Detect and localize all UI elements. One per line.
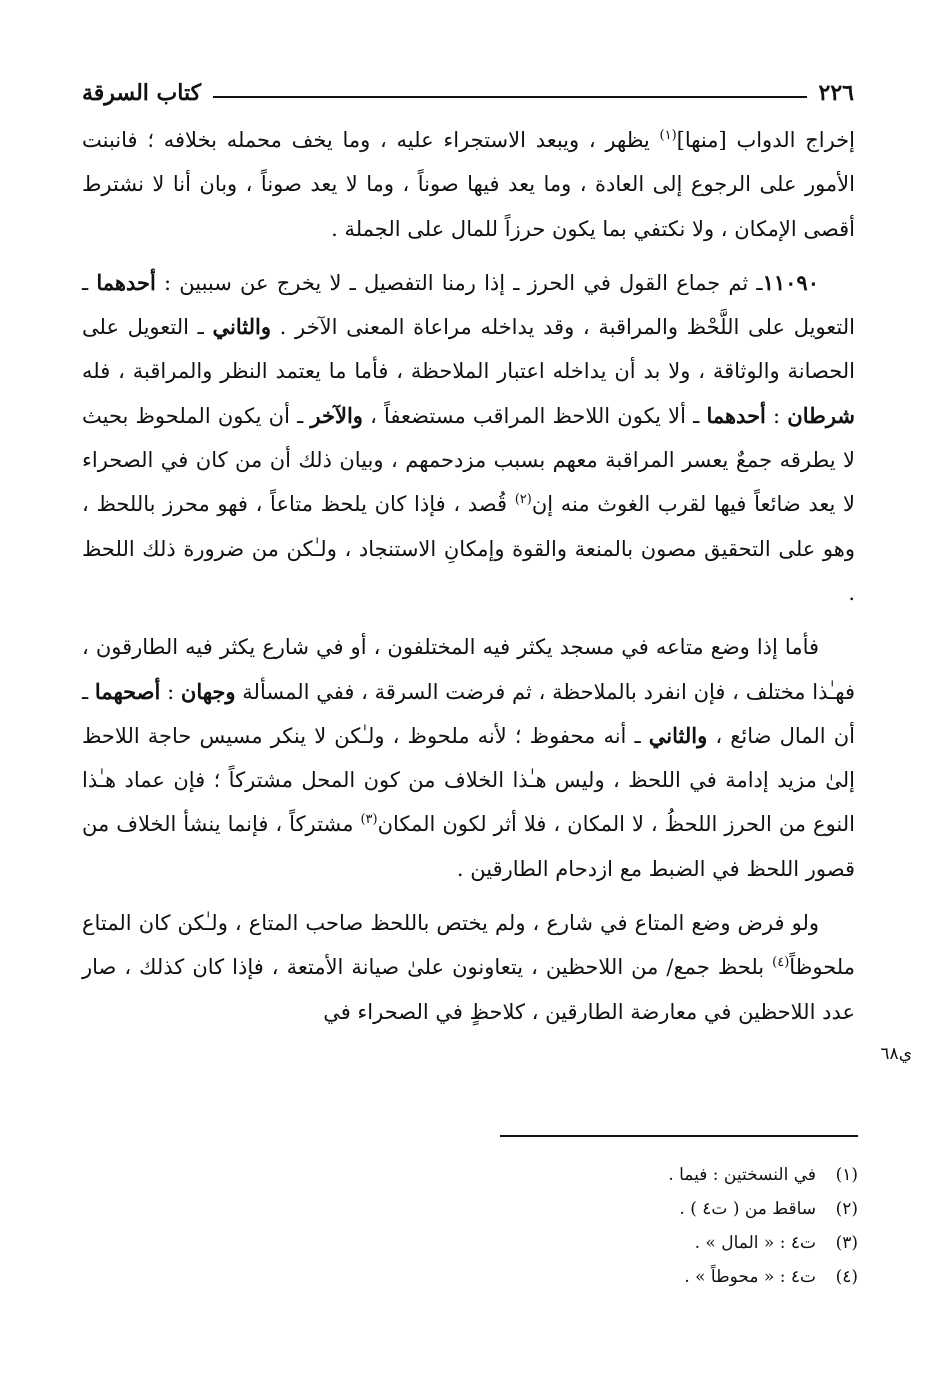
term-label: والآخر — [310, 402, 363, 428]
text-run: مشتركاً ، فإنما ينشأ الخلاف من قصور اللحظ في الضبط مع ازدحام الطارقين . — [82, 812, 855, 881]
paragraph-1 — [82, 118, 855, 251]
text-run: : — [765, 403, 788, 428]
text-run: يظهر ، ويبعد الاستجراء عليه ، وما يخف محمله بخلافه ؛ فانبنت الأمور على الرجوع إلى العادة ، وما يعد فيها صوناً ، وما لا يعد صوناً ، وبان أنا لا نشترط أقصى الإمكان ، ولا نكتفي بما يكون حرزاً للمال على الجملة . — [82, 128, 855, 241]
page-header — [82, 72, 854, 108]
term-label: والثاني — [648, 722, 708, 748]
term-label: شرطان — [787, 402, 855, 428]
footnote-item — [500, 1158, 858, 1192]
footnote-text: ت٤ : « محوطاً » . — [684, 1267, 816, 1287]
main-text — [82, 118, 855, 1034]
term-label: والثاني — [212, 314, 271, 340]
term-label: أصحهما — [94, 678, 161, 704]
text-run: : — [160, 679, 181, 704]
footnote-item — [500, 1226, 858, 1260]
text-run: ـ أن يكون الملحوظ بحيث لا يطرقه جمعٌ يعسر المراقبة معهم بسبب مزدحمهم ، وبيان ذلك أن من كان في الصحراء لا يعد ضائعاً فيها لقرب الغوث منه إن — [82, 403, 855, 517]
chapter-title: كتاب السرقة — [82, 80, 202, 106]
paragraph-3 — [82, 625, 855, 891]
text-run: قُصد ، فإذا كان يلحظ متاعاً ، فهو محرز باللحظ ، وهو على التحقيق مصون بالمنعة والقوة وإمكانِ الاستنجاد ، ولـٰكن من ضرورة ذلك اللحظ . — [82, 492, 855, 605]
text-run: ـ ثم جماع القول في الحرز ـ إذا رمنا التفصيل ـ لا يخرج عن سببين : — [163, 270, 763, 295]
footnote-ref-2: (٢) — [514, 492, 532, 508]
footnote-number: (٣) — [835, 1233, 858, 1253]
text-run: ـ التعويل على الحصانة والوثاقة ، ولا بد أن يداخله اعتبار الملاحظة ، فأما ما يعتمد النظر والمراقبة ، فله — [82, 315, 855, 384]
manuscript-margin-note: ي٦٨ — [880, 1044, 912, 1064]
section-number: ١١٠٩٠ — [762, 269, 819, 295]
paragraph-4 — [82, 901, 855, 1034]
text-run: ـ أنه محفوظ ؛ لأنه ملحوظ ، ولـٰكن لا ينكر مسيس حاجة اللاحظ إلىٰ مزيد إدامة في اللحظ ، وليس هـٰذا الخلاف من كون المحل مشتركاً ؛ فإن عماد هـٰذا النوع من الحرز اللحظُ ، لا المكان ، فلا أثر لكون المكان — [82, 723, 855, 837]
term-label: أحدهما — [706, 402, 766, 428]
text-run: ـ أن المال ضائع ، — [82, 679, 855, 748]
footnote-ref-1: (١) — [659, 128, 677, 143]
term-label: أحدهما — [96, 269, 156, 295]
text-run: ـ ألا يكون اللاحظ المراقب مستضعفاً ، — [362, 403, 707, 428]
footnote-number: (٤) — [835, 1267, 858, 1287]
page-number: ٢٢٦ — [818, 80, 854, 106]
text-run: ـ التعويل على اللَّحْظ والمراقبة ، وقد يداخله مراعاة المعنى الآخر . — [82, 270, 855, 340]
paragraph-2 — [82, 261, 855, 615]
footnote-rule — [500, 1135, 858, 1137]
footnote-number: (٢) — [835, 1199, 858, 1219]
footnotes — [500, 1158, 858, 1294]
header-rule — [213, 96, 806, 98]
footnote-text: ساقط من ( ت٤ ) . — [679, 1199, 816, 1219]
footnote-ref-4: (٤) — [772, 955, 790, 971]
footnote-item — [500, 1192, 858, 1226]
footnote-text: في النسختين : فيما . — [668, 1165, 816, 1185]
term-label: وجهان — [180, 678, 236, 704]
footnote-text: ت٤ : « المال » . — [694, 1233, 816, 1253]
text-run: ولو فرض وضع المتاع في شارع ، ولم يختص باللحظ صاحب المتاع ، ولـٰكن كان المتاع ملحوظاً — [82, 911, 855, 980]
text-run: إخراج الدواب [منها] — [676, 128, 855, 152]
text-run: بلحظ جمع/ من اللاحظين ، يتعاونون علىٰ صيانة الأمتعة ، فإذا كان كذلك ، صار عدد اللاحظين في معارضة الطارقين ، كلاحظٍ في الصحراء في — [82, 955, 855, 1024]
footnote-number: (١) — [835, 1165, 858, 1185]
text-run: فأما إذا وضع متاعه في مسجد يكثر فيه المختلفون ، أو في شارع يكثر فيه الطارقون ، فهـٰذا مختلف ، فإن انفرد بالملاحظة ، ثم فرضت السرقة ، ففي المسألة — [82, 635, 856, 704]
footnote-item — [500, 1260, 858, 1294]
footnote-ref-3: (٣) — [360, 812, 378, 828]
